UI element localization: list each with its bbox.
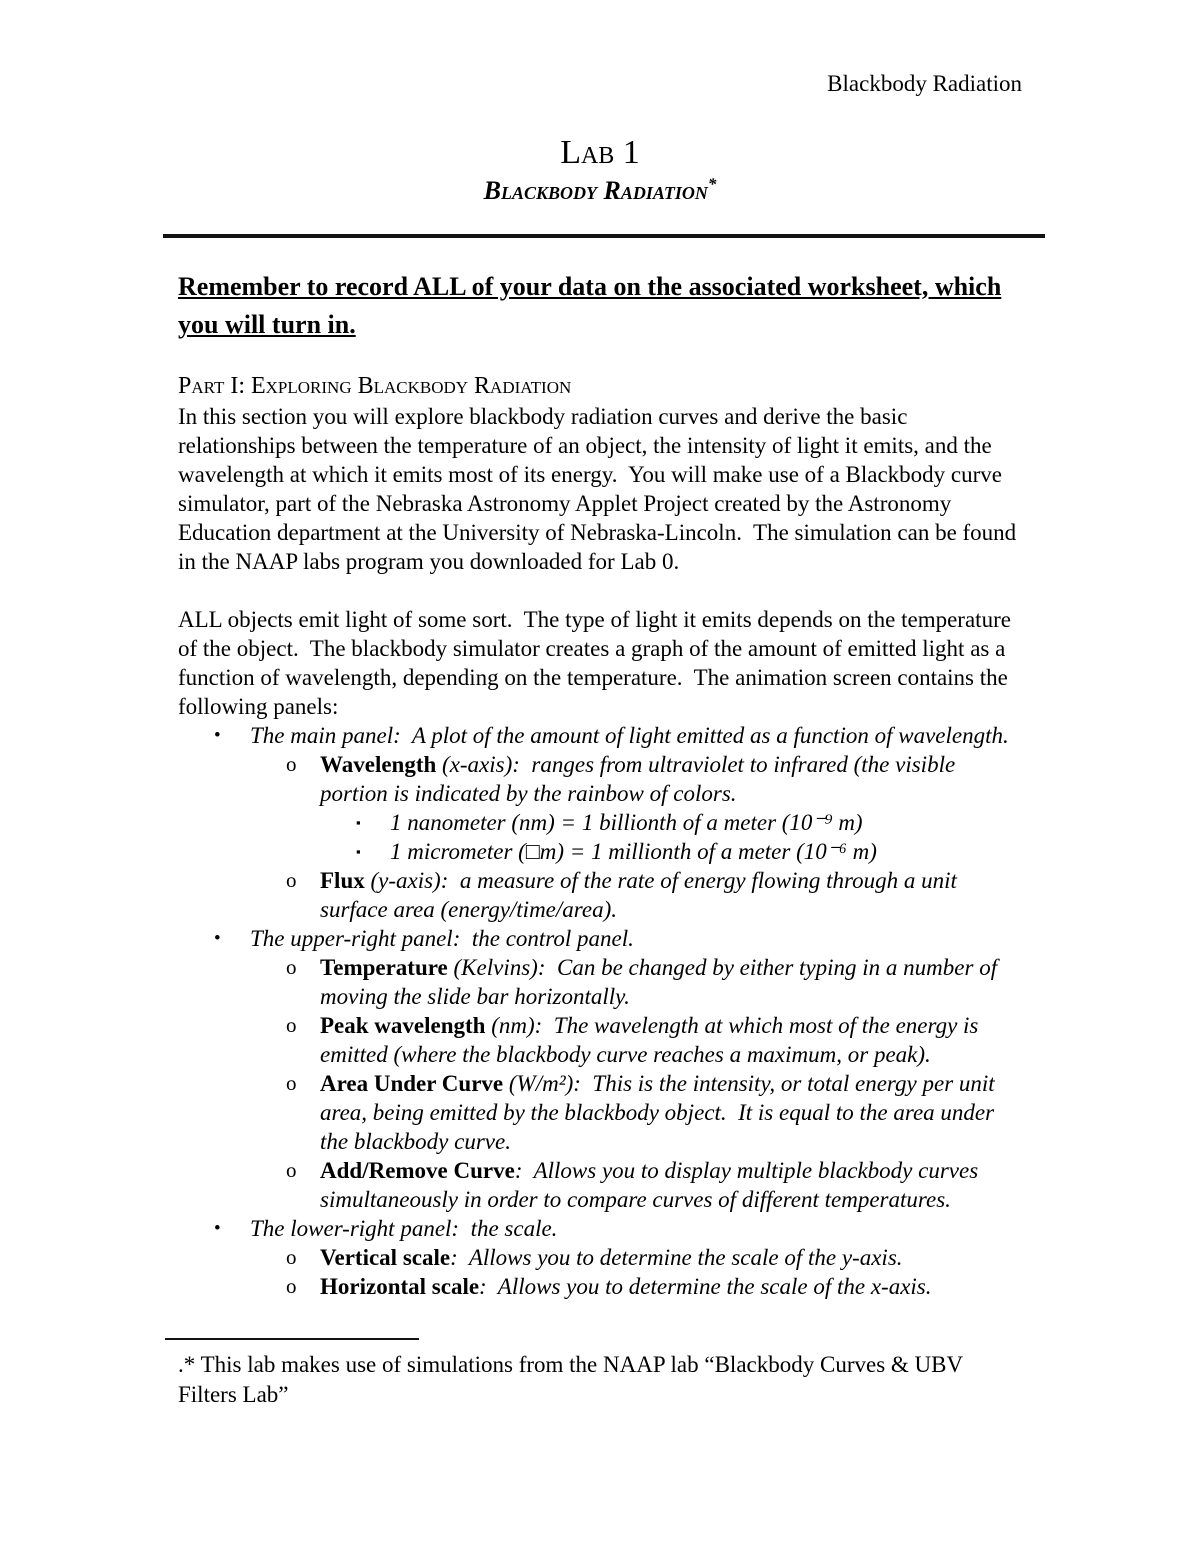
part1-heading: Part I: Exploring Blackbody Radiation [178, 372, 572, 399]
circle-bullet-icon: o [286, 1013, 297, 1038]
paragraph-panels: ALL objects emit light of some sort. The type of light it emits depends on the temperature of the object. The blackbody simulator creates a graph of the amount of emitted light as a function of wavelength, depending on the temperature. The animation screen contains the following panels: [178, 607, 1017, 720]
disc-bullet-icon: • [214, 1218, 221, 1240]
list-item-add-remove-curve [178, 1156, 1022, 1214]
notice-heading: Remember to record ALL of your data on the associated worksheet, which you will turn in. [178, 271, 1002, 339]
list-item-main-panel [178, 721, 1022, 750]
list-item-text: The main panel: A plot of the amount of light emitted as a function of wavelength. [250, 723, 1009, 749]
footnote-reference-mark: * [707, 174, 717, 194]
list-item-flux [178, 866, 1022, 924]
list-item-upper-right-panel [178, 924, 1022, 953]
list-term: Temperature [320, 955, 448, 981]
list-item-text [320, 1069, 1022, 1156]
list-item-text [320, 866, 1022, 924]
footnote-content: This lab makes use of simulations from the NAAP lab “Blackbody Curves & UBV Filters Lab” [178, 1352, 969, 1407]
list-desc: : Allows you to determine the scale of the x-axis. [479, 1274, 932, 1300]
list-term: Area Under Curve [320, 1071, 504, 1097]
circle-bullet-icon: o [286, 752, 297, 777]
list-item-lower-right-panel [178, 1214, 1022, 1243]
list-item-text: 1 micrometer (□m) = 1 millionth of a meter (10⁻⁶ m) [390, 839, 877, 865]
paragraph-intro: In this section you will explore blackbody radiation curves and derive the basic relationships between the temperature of an object, the intensity of light it emits, and the wavelength at which it emits most of its energy. You will make use of a Blackbody curve simulator, part of the Nebraska Astronomy Applet Project created by the Astronomy Education department at the University of Nebraska-Lincoln. The simulation can be found in the NAAP labs program you downloaded for Lab 0. [178, 404, 1022, 575]
list-item-text [320, 953, 1022, 1011]
disc-bullet-icon: • [214, 928, 221, 950]
list-term: Peak wavelength [320, 1013, 486, 1039]
list-item-text [320, 1156, 1022, 1214]
footnote-divider [165, 1338, 419, 1340]
footnote-marker: .* [178, 1352, 196, 1377]
list-item-horizontal-scale [178, 1272, 1022, 1301]
list-item-text [320, 1011, 1022, 1069]
list-item-text [320, 1243, 903, 1272]
footnote [178, 1338, 1022, 1410]
circle-bullet-icon: o [286, 1158, 297, 1183]
square-bullet-icon: ▪ [356, 815, 361, 831]
circle-bullet-icon: o [286, 1245, 297, 1270]
panel-bullet-list [178, 721, 1022, 1301]
list-desc: (Kelvins): Can be changed by either typing in a number of moving the slide bar horizontally. [320, 955, 1003, 1010]
disc-bullet-icon: • [214, 725, 221, 747]
list-desc: : Allows you to display multiple blackbody curves simultaneously in order to compare curves of different temperatures. [320, 1158, 984, 1213]
list-item-text: The upper-right panel: the control panel. [250, 926, 634, 952]
lab-subtitle [178, 174, 1022, 206]
lab-subtitle-text: Blackbody Radiation [483, 175, 708, 205]
list-item-text: The lower-right panel: the scale. [250, 1216, 558, 1242]
list-item-temperature [178, 953, 1022, 1011]
footnote-text [178, 1350, 1022, 1410]
lab-title: Lab 1 [560, 133, 640, 171]
list-item-vertical-scale [178, 1243, 1022, 1272]
list-term: Add/Remove Curve [320, 1158, 515, 1184]
list-desc: (nm): The wavelength at which most of the energy is emitted (where the blackbody curve reaches a maximum, or peak). [320, 1013, 985, 1068]
list-term: Vertical scale [320, 1245, 451, 1271]
list-item-area-under-curve [178, 1069, 1022, 1156]
list-desc: (W/m²): This is the intensity, or total energy per unit area, being emitted by the blackbody object. It is equal to the area under the blackbody curve. [320, 1071, 1001, 1155]
list-desc: : Allows you to determine the scale of the y-axis. [450, 1245, 903, 1271]
list-desc: (y-axis): a measure of the rate of energy flowing through a unit surface area (energy/time/area). [320, 868, 963, 923]
title-divider [163, 234, 1045, 238]
list-item-text [320, 750, 1022, 808]
list-item-text: 1 nanometer (nm) = 1 billionth of a meter (10⁻⁹ m) [390, 810, 863, 836]
circle-bullet-icon: o [286, 955, 297, 980]
list-item-wavelength [178, 750, 1022, 808]
list-term: Flux [320, 868, 365, 894]
square-bullet-icon: ▪ [356, 844, 361, 860]
list-item-text [320, 1272, 932, 1301]
circle-bullet-icon: o [286, 1071, 297, 1096]
list-item-micrometer [178, 837, 1022, 866]
circle-bullet-icon: o [286, 868, 297, 893]
list-desc: (x-axis): ranges from ultraviolet to infrared (the visible portion is indicated by the rainbow of colors. [320, 752, 961, 807]
list-term: Horizontal scale [320, 1274, 480, 1300]
list-term: Wavelength [320, 752, 437, 778]
list-item-nanometer [178, 808, 1022, 837]
circle-bullet-icon: o [286, 1274, 297, 1299]
list-item-peak-wavelength [178, 1011, 1022, 1069]
running-header: Blackbody Radiation [827, 71, 1022, 96]
